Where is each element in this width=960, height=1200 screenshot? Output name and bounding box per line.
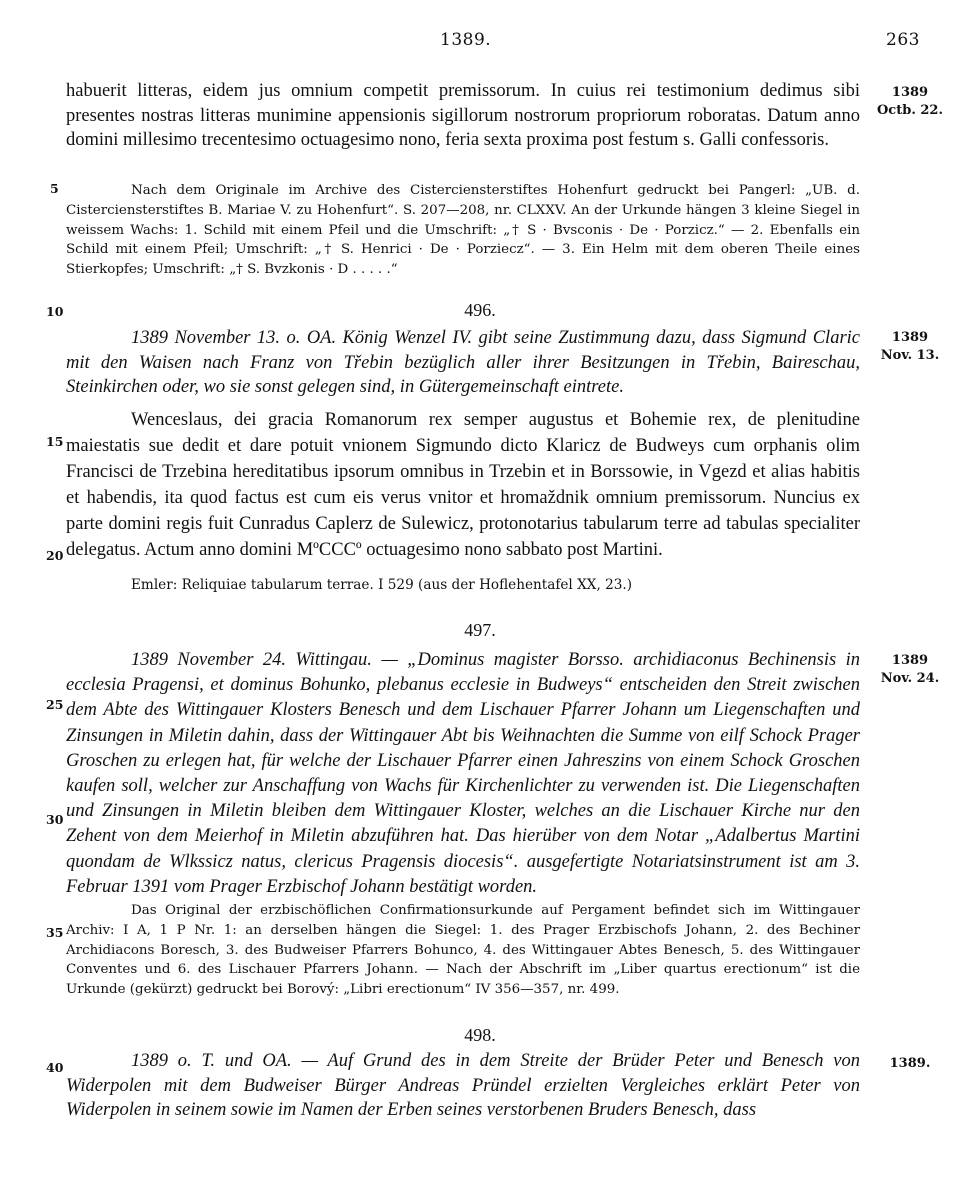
line-number-10: 10 (46, 304, 64, 319)
regest-498: 1389 o. T. und OA. — Auf Grund des in dem Streite der Brüder Peter und Benesch von Widerpolen mit dem Budweiser Bürger Andreas Pründel erzielten Vergleiches erklärt Peter von Widerpolen in seinem sowie im Namen der Erben seines verstorbenen Bruders Benesch, dass (66, 1051, 860, 1120)
intro-margin-day: Octb. 22. (876, 103, 943, 118)
regest-497: 1389 November 24. Wittingau. — „Dominus magister Borsso. archidiaconus Bechinensis in ecclesia Pragensi, et dominus Bohunko, plebanus ecclesie in Budweys“ entscheiden den Streit zwischen dem Abte des Wittingauer Klosters Benesch und dem Lischauer Pfarrer Johann um Liegenschaften und Zinsungen in Miletin dahin, dass der Wittingauer Abt bis Weihnachten die Summe von eilf Schock Prager Groschen zu erlegen hat, für welche der Lischauer Pfarrer einen Jahreszins von einem Schock Groschen kaufen soll, welcher zur Anschaffung von Wachs für Kirchenlichter zu verwenden ist. Die Liegenschaften und Zinsungen in Miletin bleiben dem Wittingauer Kloster, welches an die Lischauer Kirche nur den Zehent von dem Meierhof in Miletin abzuführen hat. Das hierüber von dem Notar „Adalbertus Martini quondam de Wlkssicz natus, clericus Pragensis diocesis“. ausgefertigte Notariatsinstrument ist am 3. Februar 1391 vom Prager Erzbischof Johann bestätigt worden. (66, 650, 860, 897)
margin-date-497 (870, 652, 950, 688)
regest-496: 1389 November 13. o. OA. König Wenzel IV. gibt seine Zustimmung dazu, dass Sigmund Claric mit den Waisen nach Franz von Třebin bezüglich aller ihrer Besitzungen in Třebin, Baireschau, Steinkirchen oder, wo sie sonst gelegen sind, in Gütergemeinschaft eintrete. (66, 328, 860, 397)
page-number: 263 (886, 30, 920, 50)
intro-source-note: Nach dem Originale im Archive des Cisterciensterstiftes Hohenfurt gedruckt bei Pangerl: „UB. d. Cisterciensterstiftes B. Mariae V. zu Hohenfurt“. S. 207—208, nr. CLXXV. An der Urkunde hängen 3 kleine Siegel in weissem Wachs: 1. Schild mit einem Pfeil und die Umschrift: „† S · Bvsconis · De · Porzicz.“ — 2. Ebenfalls ein Schild mit einem Pfeil; Umschrift: „† S. Henrici · De · Porziecz“. — 3. Ein Helm mit dem oberen Theile eines Stierkopfes; Umschrift: „† S. Bvzkonis · D . . . . .“ (66, 183, 860, 278)
document-number-498: 498. (464, 1025, 496, 1045)
line-number-40: 40 (46, 1060, 64, 1075)
margin-year-497: 1389 (891, 653, 929, 668)
line-number-5: 5 (50, 181, 59, 196)
source-note-497: Das Original der erzbischöflichen Confirmationsurkunde auf Pergament befindet sich im Wittingauer Archiv: I A, 1 P Nr. 1: an derselben hängen die Siegel: 1. des Prager Erzbischofs Johann, 2. des Bechiner Archidiacons Boresch, 3. des Budweiser Pfarrers Bohunco, 4. des Wittingauer Abtes Benesch, 5. des Wittingauer Conventes und 6. des Lischauer Pfarrers Johann. — Nach der Abschrift im „Liber quartus erectionum“ ist die Urkunde (gekürzt) gedruckt bei Borový: „Libri erectionum“ IV 356—357, nr. 499. (66, 903, 860, 998)
document-number-497: 497. (464, 620, 496, 640)
margin-year-498: 1389. (889, 1056, 931, 1071)
margin-date-496 (870, 329, 950, 365)
line-number-20: 20 (46, 548, 64, 563)
text-496: Wenceslaus, dei gracia Romanorum rex semper augustus et Bohemie rex, de plenitudine maiestatis sue dedit et dare potuit vnionem Sigmundo dicto Klaricz de Budweys cum orphanis olim Francisci de Trzebina hereditatibus ipsorum omnibus in Trzebin et in Borssowie, in Vgezd et alias habitis et habendis, ita quod factus est cum eis verus vnitor et hromaždnik omnium premissorum. Nuncius ex parte domini regis fuit Cunradus Caplerz de Sulewicz, protonotarius tabularum terre ad tabulas specialiter delegatus. Actum anno domini MºCCCº octuagesimo nono sabbato post Martini. (66, 410, 860, 560)
page-header (0, 30, 960, 52)
margin-day-496: Nov. 13. (880, 348, 940, 363)
line-number-30: 30 (46, 812, 64, 827)
line-number-25: 25 (46, 697, 64, 712)
running-head-year: 1389. (440, 30, 492, 50)
intro-text: habuerit litteras, eidem jus omnium competit premissorum. In cuius rei testimonium dedimus sibi presentes nostras litteras munimine appensionis sigillorum nostrorum propriorum roboratas. Datum anno domini millesimo trecentesimo octuagesimo nono, feria sexta proxima post festum s. Galli confessoris. (66, 81, 860, 150)
margin-date-498 (870, 1055, 950, 1073)
margin-day-497: Nov. 24. (880, 671, 940, 686)
citation-496: Emler: Reliquiae tabularum terrae. I 529 (aus der Hoflehentafel XX, 23.) (131, 577, 633, 593)
margin-year-496: 1389 (891, 330, 929, 345)
document-number-496: 496. (464, 300, 496, 320)
line-number-35: 35 (46, 925, 64, 940)
intro-margin-year: 1389 (891, 85, 929, 100)
intro-margin-date (870, 84, 950, 120)
line-number-15: 15 (46, 434, 64, 449)
